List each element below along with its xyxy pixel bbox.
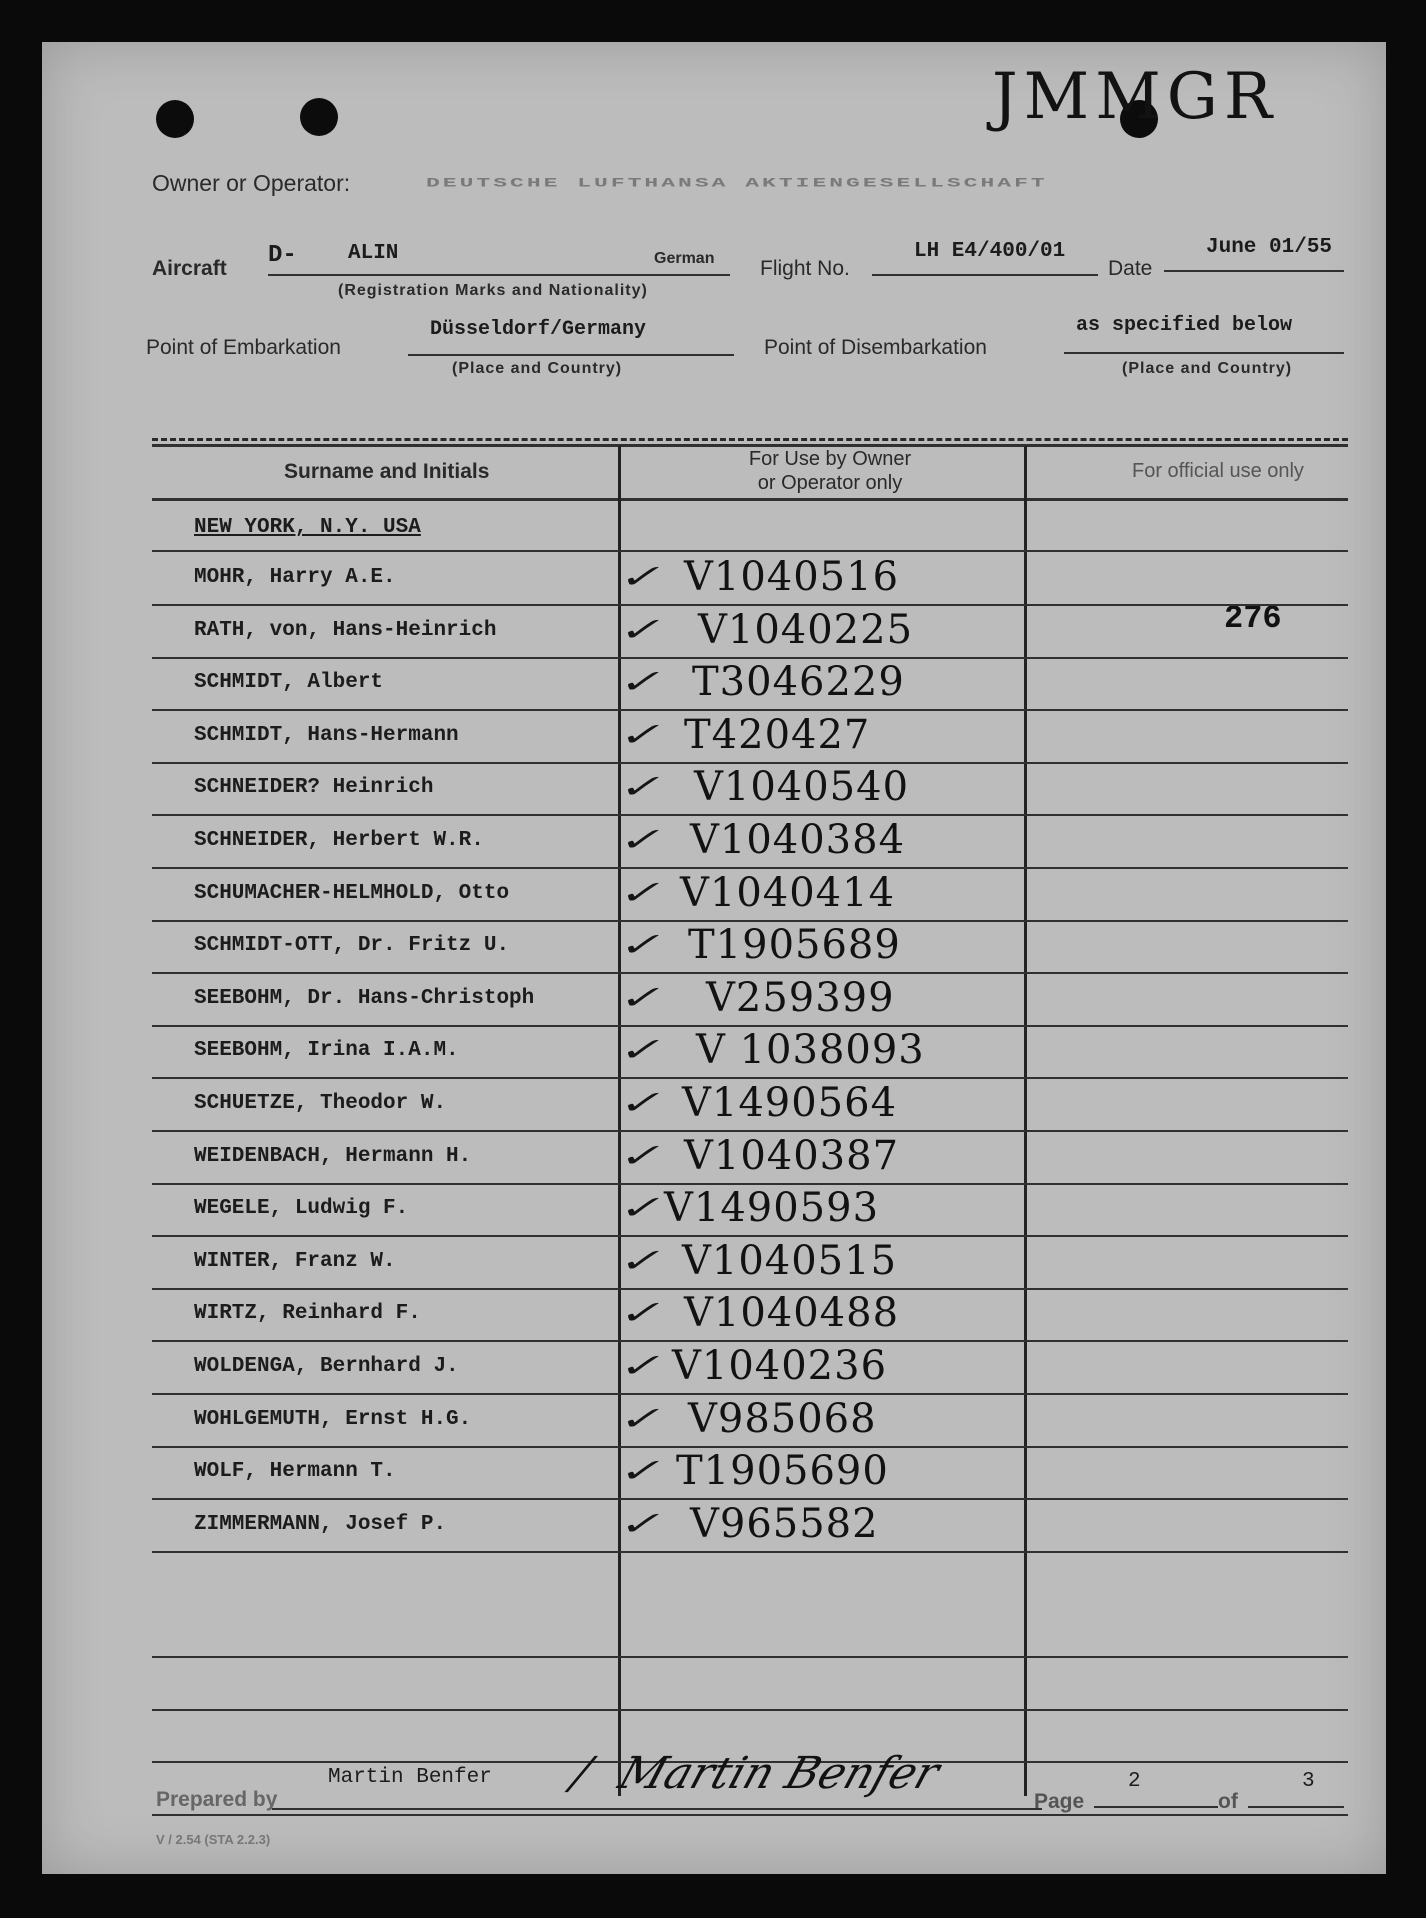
check-mark-icon: ✓ (612, 926, 665, 965)
page-number: 2 (1128, 1770, 1141, 1793)
passport-number: V1490593 (664, 1185, 880, 1232)
handwritten-code: JMMGR (992, 60, 1279, 134)
date-label: Date (1108, 257, 1153, 280)
passport-number: T1905689 (688, 922, 901, 969)
passport-number: V1040414 (680, 869, 896, 916)
blank-row-rule (152, 1709, 1348, 1711)
punch-hole-left (156, 100, 194, 138)
prepared-by-underline (272, 1808, 1042, 1810)
owner-label: Owner or Operator: (152, 170, 351, 196)
of-label: of (1218, 1790, 1238, 1813)
prepared-by-name: Martin Benfer (328, 1766, 492, 1789)
flight-underline (872, 274, 1098, 276)
aircraft-underline (268, 274, 730, 276)
col-header-surname: Surname and Initials (284, 460, 490, 483)
passenger-name: MOHR, Harry A.E. (194, 566, 396, 589)
embarkation-caption: (Place and Country) (452, 360, 623, 377)
destination-rule (152, 550, 1348, 552)
passenger-name: SEEBOHM, Irina I.A.M. (194, 1039, 459, 1063)
page-label: Page (1034, 1790, 1085, 1813)
disembarkation-caption: (Place and Country) (1122, 360, 1293, 377)
passenger-name: SCHNEIDER? Heinrich (194, 776, 434, 800)
row-rule (152, 1551, 1348, 1553)
passport-number: V1490564 (682, 1080, 898, 1126)
passenger-name: RATH, von, Hans-Heinrich (194, 618, 497, 642)
disembarkation-value: as specified below (1076, 314, 1293, 337)
table-top-rule-2 (152, 444, 1348, 447)
column-divider-2 (1024, 446, 1027, 1796)
page-underline (1094, 1806, 1218, 1808)
passenger-name: WOLF, Hermann T. (194, 1460, 396, 1484)
signature: / Martin Benfer (565, 1748, 946, 1799)
blank-row-rule (152, 1814, 1348, 1816)
passport-number: V1040515 (682, 1237, 898, 1284)
embarkation-underline (408, 354, 734, 356)
passenger-name: WEIDENBACH, Hermann H. (194, 1144, 472, 1168)
embarkation-label: Point of Embarkation (146, 336, 341, 359)
date-value: June 01/55 (1206, 236, 1333, 259)
of-underline (1248, 1806, 1344, 1808)
passenger-name: SCHMIDT-OTT, Dr. Fritz U. (194, 934, 510, 958)
check-mark-icon: ✓ (612, 821, 665, 860)
check-mark-icon: ✓ (612, 611, 665, 649)
passport-number: V965582 (690, 1500, 879, 1547)
passenger-name: SCHNEIDER, Herbert W.R. (194, 829, 484, 852)
check-mark-icon: ✓ (612, 1452, 665, 1491)
col-header-official: For official use only (1132, 460, 1304, 482)
col-header-owner-line2: or Operator only (757, 472, 903, 494)
punch-hole-middle (300, 98, 338, 136)
page-total: 3 (1302, 1770, 1315, 1793)
aircraft-prefix: D- (268, 242, 297, 269)
table-top-rule (152, 438, 1348, 441)
passport-number: V1040488 (684, 1290, 900, 1337)
check-mark-icon: ✓ (612, 1032, 665, 1070)
passenger-name: WIRTZ, Reinhard F. (194, 1302, 421, 1326)
passport-number: T420427 (684, 711, 871, 758)
check-mark-icon: ✓ (612, 769, 665, 807)
passenger-name: SCHMIDT, Hans-Hermann (194, 723, 459, 747)
passport-number: V1040516 (684, 554, 900, 600)
passenger-name: WOLDENGA, Bernhard J. (194, 1355, 459, 1378)
check-mark-icon: ✓ (612, 663, 665, 702)
passport-number: V1040387 (684, 1132, 900, 1179)
disembarkation-label: Point of Disembarkation (764, 336, 987, 359)
disembarkation-underline (1064, 352, 1344, 354)
prepared-by-label: Prepared by (156, 1788, 278, 1811)
passenger-name: SCHUETZE, Theodor W. (194, 1092, 447, 1115)
check-mark-icon: ✓ (612, 874, 665, 912)
passport-number: V1040225 (698, 606, 914, 653)
check-mark-icon: ✓ (612, 1189, 665, 1228)
owner-value: DEUTSCHE LUFTHANSA AKTIENGESELLSCHAFT (426, 175, 1048, 191)
flight-label: Flight No. (760, 257, 850, 280)
flight-number: LH E4/400/01 (914, 240, 1066, 263)
passenger-name: SCHUMACHER-HELMHOLD, Otto (194, 881, 510, 905)
signature-text: Martin Benfer (612, 1748, 946, 1799)
passenger-name: WINTER, Franz W. (194, 1249, 396, 1273)
aircraft-registration: ALIN (348, 242, 399, 265)
passport-number: V1040540 (694, 764, 910, 811)
date-underline (1164, 270, 1344, 272)
manifest-sheet (42, 42, 1386, 1874)
check-mark-icon: ✓ (612, 716, 665, 755)
aircraft-caption: (Registration Marks and Nationality) (338, 282, 648, 299)
check-mark-icon: ✓ (612, 1505, 665, 1544)
check-mark-icon: ✓ (612, 1137, 665, 1175)
aircraft-nationality: German (654, 250, 715, 267)
passport-number: V 1038093 (696, 1027, 925, 1074)
passport-number: T3046229 (692, 659, 905, 706)
passport-number: V1040384 (690, 817, 906, 863)
destination-heading: NEW YORK, N.Y. USA (194, 516, 421, 539)
passenger-name: WOHLGEMUTH, Ernst H.G. (194, 1407, 472, 1431)
official-number: 276 (1224, 600, 1282, 637)
embarkation-value: Düsseldorf/Germany (430, 318, 647, 341)
blank-row-rule (152, 1656, 1348, 1658)
passport-number: V985068 (688, 1395, 877, 1442)
passenger-name: SEEBOHM, Dr. Hans-Christoph (194, 986, 535, 1010)
check-mark-icon: ✓ (612, 1295, 665, 1333)
col-header-owner-line1: For Use by Owner (748, 448, 912, 470)
passport-number: T1905690 (676, 1448, 889, 1495)
passenger-name: SCHMIDT, Albert (194, 671, 384, 695)
passenger-name: WEGELE, Ludwig F. (194, 1197, 409, 1221)
passport-number: V1040236 (672, 1343, 888, 1389)
passport-number: V259399 (706, 974, 895, 1021)
check-mark-icon: ✓ (612, 1347, 665, 1386)
check-mark-icon: ✓ (612, 558, 665, 597)
check-mark-icon: ✓ (612, 1084, 665, 1123)
aircraft-label: Aircraft (152, 257, 227, 280)
check-mark-icon: ✓ (612, 1242, 665, 1281)
passenger-name: ZIMMERMANN, Josef P. (194, 1512, 447, 1536)
form-code: V / 2.54 (STA 2.2.3) (156, 1832, 271, 1847)
check-mark-icon: ✓ (612, 1400, 665, 1438)
header-bottom-rule (152, 498, 1348, 501)
check-mark-icon: ✓ (612, 979, 665, 1018)
